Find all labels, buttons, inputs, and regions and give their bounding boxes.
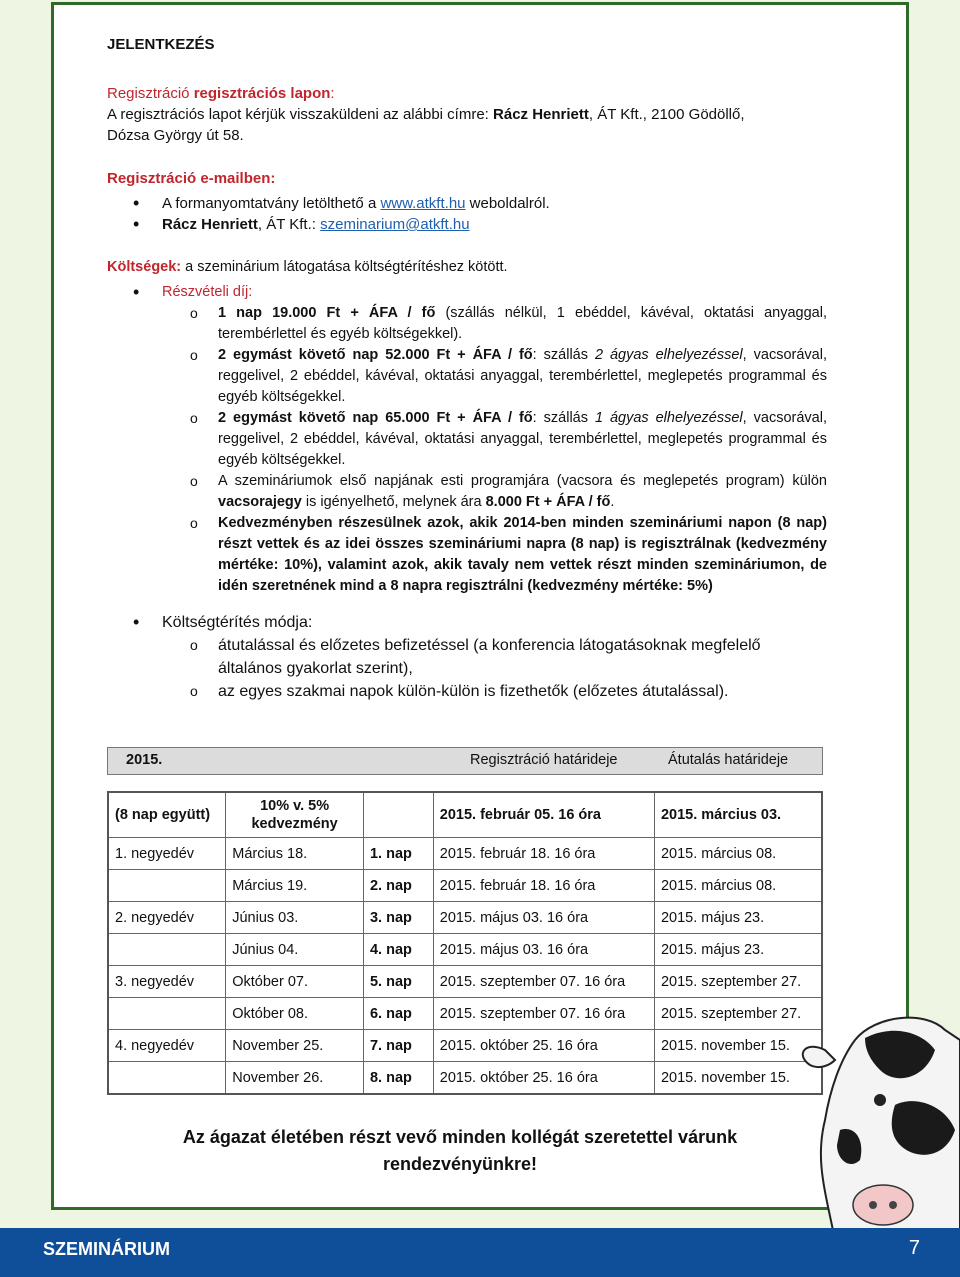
table-cell: 2015. február 18. 16 óra: [433, 838, 654, 870]
item-text: , ÁT Kft.:: [257, 216, 321, 233]
table-cell: [363, 792, 433, 838]
payment-option: o átutalással és előzetes befizetéssel (a konferencia látogatásoknak megfelelő általános gyakorlat szerint),: [162, 634, 827, 680]
contact-name: Rácz Henriett: [162, 216, 258, 233]
table-cell: 2015. március 03.: [654, 792, 822, 838]
table-cell: 2015. március 08.: [654, 870, 822, 902]
table-cell: 2015. szeptember 27.: [654, 998, 822, 1030]
table-cell: [108, 1062, 226, 1095]
fee-label-item: [107, 282, 827, 303]
schedule-year: 2015.: [126, 752, 163, 768]
table-row: [108, 838, 822, 870]
payment-section: [107, 611, 827, 703]
page-number: 7: [908, 1237, 920, 1259]
transfer-deadline-header: Átutalás határideje: [668, 752, 789, 768]
costs-line: [107, 257, 827, 278]
list-item: [107, 214, 827, 235]
costs-section: [107, 257, 827, 597]
payment-options: [107, 634, 827, 703]
table-cell: 2015. október 25. 16 óra: [433, 1030, 654, 1062]
label-bold: regisztrációs lapon: [193, 85, 331, 102]
table-cell: 5. nap: [363, 966, 433, 998]
table-cell: 2015. szeptember 07. 16 óra: [433, 966, 654, 998]
table-row: [108, 934, 822, 966]
fee-option: o A szemináriumok első napjának esti programjára (vacsora és meglepetés program) külön vacsorajegy is igényelhető, melynek ára 8.000 Ft + ÁFA / fő.: [162, 471, 827, 513]
table-cell: 3. negyedév: [108, 966, 226, 998]
schedule-header: [107, 747, 823, 775]
discount-option: o Kedvezményben részesülnek azok, akik 2014-ben minden szemináriumi napon (8 nap) részt vettek és az idei összes szemináriumi napra (8 nap) is regisztrálnak (kedvezmény mértéke: 10%), valamint azok, akik tavaly nem vettek részt minden szemináriumon, de idén szeretnének mind a 8 napra regisztrálni (kedvezmény mértéke: 5%): [162, 513, 827, 597]
main-content: [107, 34, 827, 703]
registration-paper-section: [107, 83, 827, 146]
fee-option: o 2 egymást követő nap 65.000 Ft + ÁFA / fő: szállás 1 ágyas elhelyezéssel, vacsorával, reggelivel, 2 ebéddel, kávéval, oktatási anyaggal, terembérlettel, meglepetés programmal és egyéb költségekkel.: [162, 408, 827, 471]
table-cell: [108, 998, 226, 1030]
table-cell: 2015. május 23.: [654, 934, 822, 966]
footer-title: SZEMINÁRIUM: [43, 1239, 170, 1259]
table-cell: (8 nap együtt): [108, 792, 226, 838]
table-row: [108, 1062, 822, 1095]
table-cell: Március 18.: [226, 838, 364, 870]
closing-message: Az ágazat életében részt vevő minden kollégát szeretettel várunk rendezvényünkre!: [182, 1127, 738, 1174]
costs-label: Költségek:: [107, 259, 182, 275]
registration-paper-address: [107, 104, 827, 125]
payment-option: o az egyes szakmai napok külön-külön is fizethetők (előzetes átutalással).: [162, 680, 827, 703]
table-cell: 2015. május 23.: [654, 902, 822, 934]
item-text-post: weboldalról.: [465, 195, 550, 212]
table-cell: 2015. november 15.: [654, 1030, 822, 1062]
table-row: [108, 1030, 822, 1062]
table-row: [108, 870, 822, 902]
table-cell: 2015. szeptember 27.: [654, 966, 822, 998]
label-text: Regisztráció: [107, 85, 194, 102]
table-cell: 8. nap: [363, 1062, 433, 1095]
fee-list: [107, 282, 827, 303]
table-cell: 2. negyedév: [108, 902, 226, 934]
payment-label-item: [107, 611, 827, 634]
costs-desc: a szeminárium látogatása költségtérítéshez kötött.: [181, 259, 508, 275]
registration-email-list: [107, 193, 827, 235]
fee-option: o 2 egymást követő nap 52.000 Ft + ÁFA / fő: szállás 2 ágyas elhelyezéssel, vacsorával, reggelivel, 2 ebéddel, kávéval, oktatási anyaggal, terembérlettel, meglepetés programmal és egyéb költségekkel.: [162, 345, 827, 408]
table-cell: Június 03.: [226, 902, 364, 934]
schedule-table: [107, 791, 823, 1095]
table-cell: Október 08.: [226, 998, 364, 1030]
fee-label: Részvételi díj:: [162, 284, 253, 300]
table-cell: 1. nap: [363, 838, 433, 870]
fee-option: o 1 nap 19.000 Ft + ÁFA / fő (szállás nélkül, 1 ebéddel, kávéval, oktatási anyaggal, terembérlettel és egyéb költségekkel).: [162, 303, 827, 345]
payment-label: Költségtérítés módja:: [162, 614, 313, 631]
table-cell: [108, 934, 226, 966]
registration-deadline-header: Regisztráció határideje: [470, 752, 618, 768]
table-cell: 2015. május 03. 16 óra: [433, 902, 654, 934]
address-intro: A regisztrációs lapot kérjük visszaküldeni az alábbi címre:: [107, 106, 494, 123]
table-cell: 4. nap: [363, 934, 433, 966]
table-cell: [108, 870, 226, 902]
fee-options: [107, 303, 827, 597]
table-cell: 7. nap: [363, 1030, 433, 1062]
cow-illustration-icon: [795, 1010, 960, 1240]
email-link[interactable]: szeminarium@atkft.hu: [320, 216, 470, 233]
table-cell: 6. nap: [363, 998, 433, 1030]
address-post: , ÁT Kft., 2100 Gödöllő,: [588, 106, 745, 123]
table-cell: 3. nap: [363, 902, 433, 934]
website-link[interactable]: www.atkft.hu: [380, 195, 466, 212]
table-cell: November 25.: [226, 1030, 364, 1062]
table-cell: Június 04.: [226, 934, 364, 966]
table-row: [108, 998, 822, 1030]
table-cell: 2015. szeptember 07. 16 óra: [433, 998, 654, 1030]
table-cell: 2015. május 03. 16 óra: [433, 934, 654, 966]
table-cell: 2015. február 18. 16 óra: [433, 870, 654, 902]
table-cell: 1. negyedév: [108, 838, 226, 870]
registration-email-section: [107, 168, 827, 235]
table-cell: 10% v. 5% kedvezmény: [226, 792, 364, 838]
label-colon: :: [330, 85, 335, 102]
page-heading: JELENTKEZÉS: [107, 36, 215, 53]
table-row: [108, 792, 822, 838]
list-item: [107, 193, 827, 214]
table-cell: 2. nap: [363, 870, 433, 902]
registration-paper-street: Dózsa György út 58.: [107, 127, 244, 144]
payment-list: [107, 611, 827, 634]
table-cell: 2015. november 15.: [654, 1062, 822, 1095]
registration-email-label: Regisztráció e-mailben:: [107, 170, 276, 187]
table-cell: Október 07.: [226, 966, 364, 998]
table-cell: 2015. február 05. 16 óra: [433, 792, 654, 838]
table-cell: Március 19.: [226, 870, 364, 902]
table-row: [108, 902, 822, 934]
table-cell: November 26.: [226, 1062, 364, 1095]
table-cell: 4. negyedév: [108, 1030, 226, 1062]
table-row: [108, 966, 822, 998]
registration-paper-label: [107, 83, 827, 104]
item-text: A formanyomtatvány letölthető a: [162, 195, 381, 212]
table-cell: 2015. október 25. 16 óra: [433, 1062, 654, 1095]
contact-name: Rácz Henriett: [493, 106, 589, 123]
table-cell: 2015. március 08.: [654, 838, 822, 870]
